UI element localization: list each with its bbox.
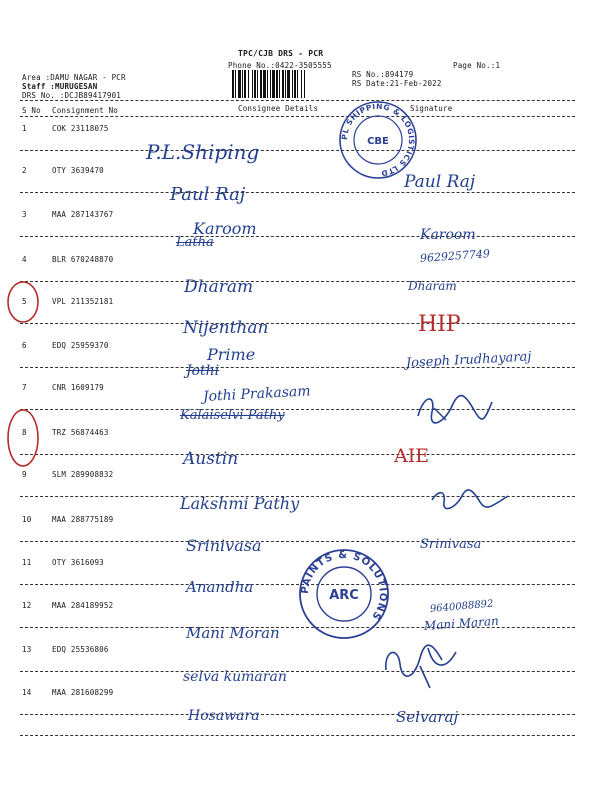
row-separator xyxy=(20,735,575,736)
signature-scribble xyxy=(414,392,494,428)
row-separator xyxy=(20,323,575,324)
barcode-bar xyxy=(292,70,293,98)
phone-number-handwritten: 9640088892 xyxy=(429,598,494,615)
row-consignment-no: OTY 3616093 xyxy=(52,558,104,567)
row-s-no: 14 xyxy=(22,688,32,697)
area-label: Area :DAMU NAGAR - PCR xyxy=(22,73,126,82)
row-consignment-no: MAA 281608299 xyxy=(52,688,114,697)
barcode-bar xyxy=(267,70,268,98)
struck-name: Latha xyxy=(176,235,214,250)
handwritten-name: Paul Raj xyxy=(170,184,246,205)
barcode-bar xyxy=(276,70,278,98)
struck-name: Kalaiselvi Pathy xyxy=(180,408,285,423)
barcode-bar xyxy=(279,70,280,98)
handwritten-name: Mani Moran xyxy=(186,624,280,642)
barcode-bar xyxy=(282,70,284,98)
column-header-consignment-no: Consignment No xyxy=(52,106,119,115)
row-s-no: 4 xyxy=(22,255,27,264)
barcode-bar xyxy=(304,70,305,98)
row-consignment-no: MAA 288775189 xyxy=(52,515,114,524)
row-separator xyxy=(20,192,575,193)
signature: Karoom xyxy=(420,227,476,243)
company-stamp xyxy=(338,100,418,180)
column-header-signature: Signature xyxy=(410,104,453,113)
company-stamp xyxy=(298,548,390,640)
barcode-bar xyxy=(301,70,302,98)
barcode-bar xyxy=(270,70,271,98)
row-s-no: 5 xyxy=(22,297,27,306)
stamp-outer-text: PL SHIPPING & LOGISTICS LTD xyxy=(339,101,417,178)
signature: Srinivasa xyxy=(420,537,482,552)
row-s-no: 12 xyxy=(22,601,32,610)
handwritten-name: Nijenthan xyxy=(183,318,269,338)
stamp-center-text: ARC xyxy=(329,588,359,603)
row-s-no: 3 xyxy=(22,210,27,219)
barcode-bar xyxy=(285,70,286,98)
barcode-bar xyxy=(244,70,246,98)
row-consignment-no: EDQ 25536806 xyxy=(52,645,109,654)
handwritten-name: P.L.Shiping xyxy=(146,140,260,164)
row-separator xyxy=(20,541,575,542)
barcode-bar xyxy=(248,70,249,98)
row-consignment-no: BLR 670248870 xyxy=(52,255,114,264)
struck-name: Jothi xyxy=(186,363,220,379)
phone-number-handwritten: 9629257749 xyxy=(419,247,491,265)
barcode-bar xyxy=(232,70,234,98)
handwritten-name: Hosawara xyxy=(188,708,260,724)
row-consignment-no: MAA 284189952 xyxy=(52,601,114,610)
row-s-no: 7 xyxy=(22,383,27,392)
signature: Mani Maran xyxy=(423,613,500,633)
stamp-outer-text: PAINTS & SOLUTIONS xyxy=(299,549,389,623)
row-consignment-no: EDQ 25959370 xyxy=(52,341,109,350)
row-consignment-no: MAA 287143767 xyxy=(52,210,114,219)
signature-red: HIP xyxy=(418,312,461,337)
row-separator xyxy=(20,236,575,237)
rs-number: RS No.:894179 xyxy=(352,70,414,79)
signature: Selvaraj xyxy=(396,708,459,726)
handwritten-name: Dharam xyxy=(184,277,254,297)
signature-red: AIE xyxy=(394,445,430,467)
barcode-bar xyxy=(254,70,256,98)
page-number: Page No.:1 xyxy=(453,61,501,70)
staff-label: Staff :MURUGESAN xyxy=(22,82,98,91)
handwritten-name: Anandha xyxy=(186,578,254,596)
handwritten-name: Jothi Prakasam xyxy=(202,383,311,405)
row-consignment-no: COK 23118075 xyxy=(52,124,109,133)
handwritten-name: Srinivasa xyxy=(186,536,262,555)
svg-text:PAINTS & SOLUTIONS xyxy=(300,550,388,622)
row-consignment-no: CNR 1609179 xyxy=(52,383,104,392)
signature: Dharam xyxy=(408,279,457,293)
barcode-bar xyxy=(272,70,275,98)
handwritten-name: Lakshmi Pathy xyxy=(180,494,300,513)
barcode-bar xyxy=(252,70,253,98)
row-s-no: 11 xyxy=(22,558,32,567)
column-header-s-no: S No xyxy=(22,106,41,115)
row-separator xyxy=(20,150,575,151)
red-circle-mark xyxy=(6,280,40,324)
handwritten-name: selva kumaran xyxy=(183,669,287,685)
row-s-no: 10 xyxy=(22,515,32,524)
row-s-no: 9 xyxy=(22,470,27,479)
signature-scribble xyxy=(380,640,460,692)
barcode xyxy=(232,70,340,98)
stamp-center-text: CBE xyxy=(367,136,389,147)
row-consignment-no: OTY 3639470 xyxy=(52,166,104,175)
row-separator xyxy=(20,281,575,282)
barcode-bar xyxy=(294,70,296,98)
drs-number: DRS No. :DCJB89417901 xyxy=(22,91,122,100)
row-s-no: 8 xyxy=(22,428,27,437)
barcode-bar xyxy=(242,70,243,98)
row-s-no: 13 xyxy=(22,645,32,654)
header-rule-bottom xyxy=(20,116,575,117)
row-s-no: 2 xyxy=(22,166,27,175)
barcode-bar xyxy=(235,70,236,98)
row-separator xyxy=(20,714,575,715)
row-separator xyxy=(20,454,575,455)
handwritten-name: Prime xyxy=(207,345,256,364)
phone-number: Phone No.:0422-3505555 xyxy=(228,61,332,70)
document-title: TPC/CJB DRS - PCR xyxy=(238,49,324,58)
row-s-no: 1 xyxy=(22,124,27,133)
red-circle-mark xyxy=(6,408,40,468)
handwritten-name: Austin xyxy=(183,449,239,469)
header-rule-top xyxy=(20,100,575,101)
handwritten-name: Karoom xyxy=(193,219,257,238)
barcode-bar xyxy=(263,70,266,98)
rs-date: RS Date:21-Feb-2022 xyxy=(352,79,442,88)
row-consignment-no: VPL 211352181 xyxy=(52,297,114,306)
row-separator xyxy=(20,367,575,368)
barcode-bar xyxy=(297,70,298,98)
barcode-bar xyxy=(260,70,262,98)
signature: Paul Raj xyxy=(404,172,476,192)
row-s-no: 6 xyxy=(22,341,27,350)
row-consignment-no: SLM 289908832 xyxy=(52,470,114,479)
barcode-bar xyxy=(287,70,290,98)
signature: Joseph Irudhayaraj xyxy=(405,349,532,371)
column-header-consignee-details: Consignee Details xyxy=(238,104,319,113)
row-consignment-no: TRZ 56874463 xyxy=(52,428,109,437)
barcode-bar xyxy=(238,70,241,98)
barcode-bar xyxy=(257,70,258,98)
signature-scribble xyxy=(430,488,510,510)
row-separator xyxy=(20,671,575,672)
